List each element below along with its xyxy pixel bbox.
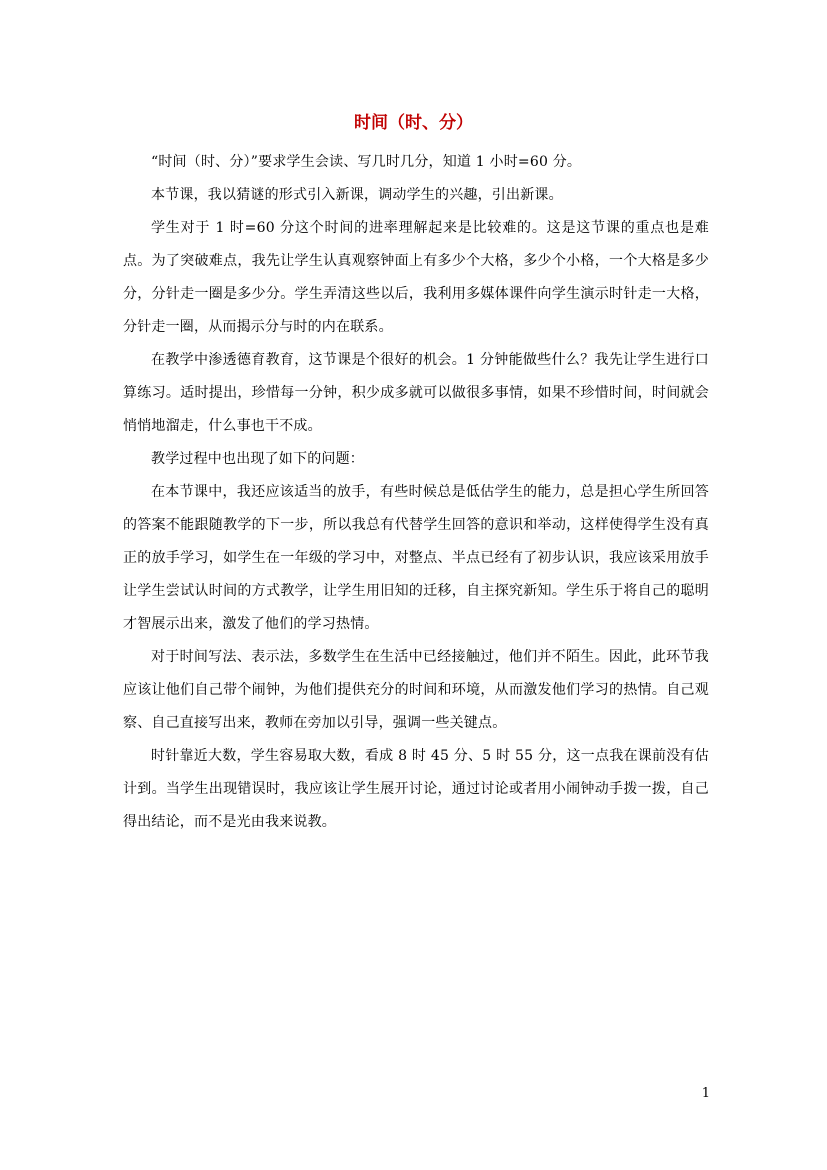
page-number: 1 (701, 1086, 710, 1101)
paragraph: 对于时间写法、表示法，多数学生在生活中已经接触过，他们并不陌生。因此，此环节我应该让他们自己带个闹钟，为他们提供充分的时间和环境，从而激发他们学习的热情。自己观察、自己直接写出来，教师在旁加以引导，强调一些关键点。 (123, 649, 709, 731)
paragraph: 学生对于 1 时=60 分这个时间的进率理解起来是比较难的。这是这节课的重点也是难点。为了突破难点，我先让学生认真观察钟面上有多少个大格，多少个小格，一个大格是多少分，分针走一圈是多少分。学生弄清这些以后，我利用多媒体课件向学生演示时针走一大格，分针走一圈，从而揭示分与时的内在联系。 (123, 220, 709, 335)
paragraph: 在教学中渗透德育教育，这节课是个很好的机会。1 分钟能做些什么？我先让学生进行口算练习。适时提出，珍惜每一分钟，积少成多就可以做很多事情，如果不珍惜时间，时间就会悄悄地溜走，什么事也干不成。 (123, 352, 709, 434)
paragraph: 本节课，我以猜谜的形式引入新课，调动学生的兴趣，引出新课。 (151, 187, 563, 203)
document-title: 时间（时、分） (354, 113, 473, 133)
paragraph: “时间（时、分）”要求学生会读、写几时几分，知道 1 小时=60 分。 (151, 154, 582, 170)
document-body (123, 146, 709, 839)
paragraph: 在本节课中，我还应该适当的放手，有些时候总是低估学生的能力，总是担心学生所回答的答案不能跟随教学的下一步，所以我总有代替学生回答的意识和举动，这样使得学生没有真正的放手学习，如学生在一年级的学习中，对整点、半点已经有了初步认识，我应该采用放手让学生尝试认时间的方式教学，让学生用旧知的迁移，自主探究新知。学生乐于将自己的聪明才智展示出来，激发了他们的学习热情。 (123, 484, 709, 632)
paragraph: 教学过程中也出现了如下的问题： (151, 451, 364, 467)
paragraph: 时针靠近大数，学生容易取大数，看成 8 时 45 分、5 时 55 分，这一点我在课前没有估计到。当学生出现错误时，我应该让学生展开讨论，通过讨论或者用小闹钟动手拨一拨，自己得出结论，而不是光由我来说教。 (123, 748, 709, 830)
